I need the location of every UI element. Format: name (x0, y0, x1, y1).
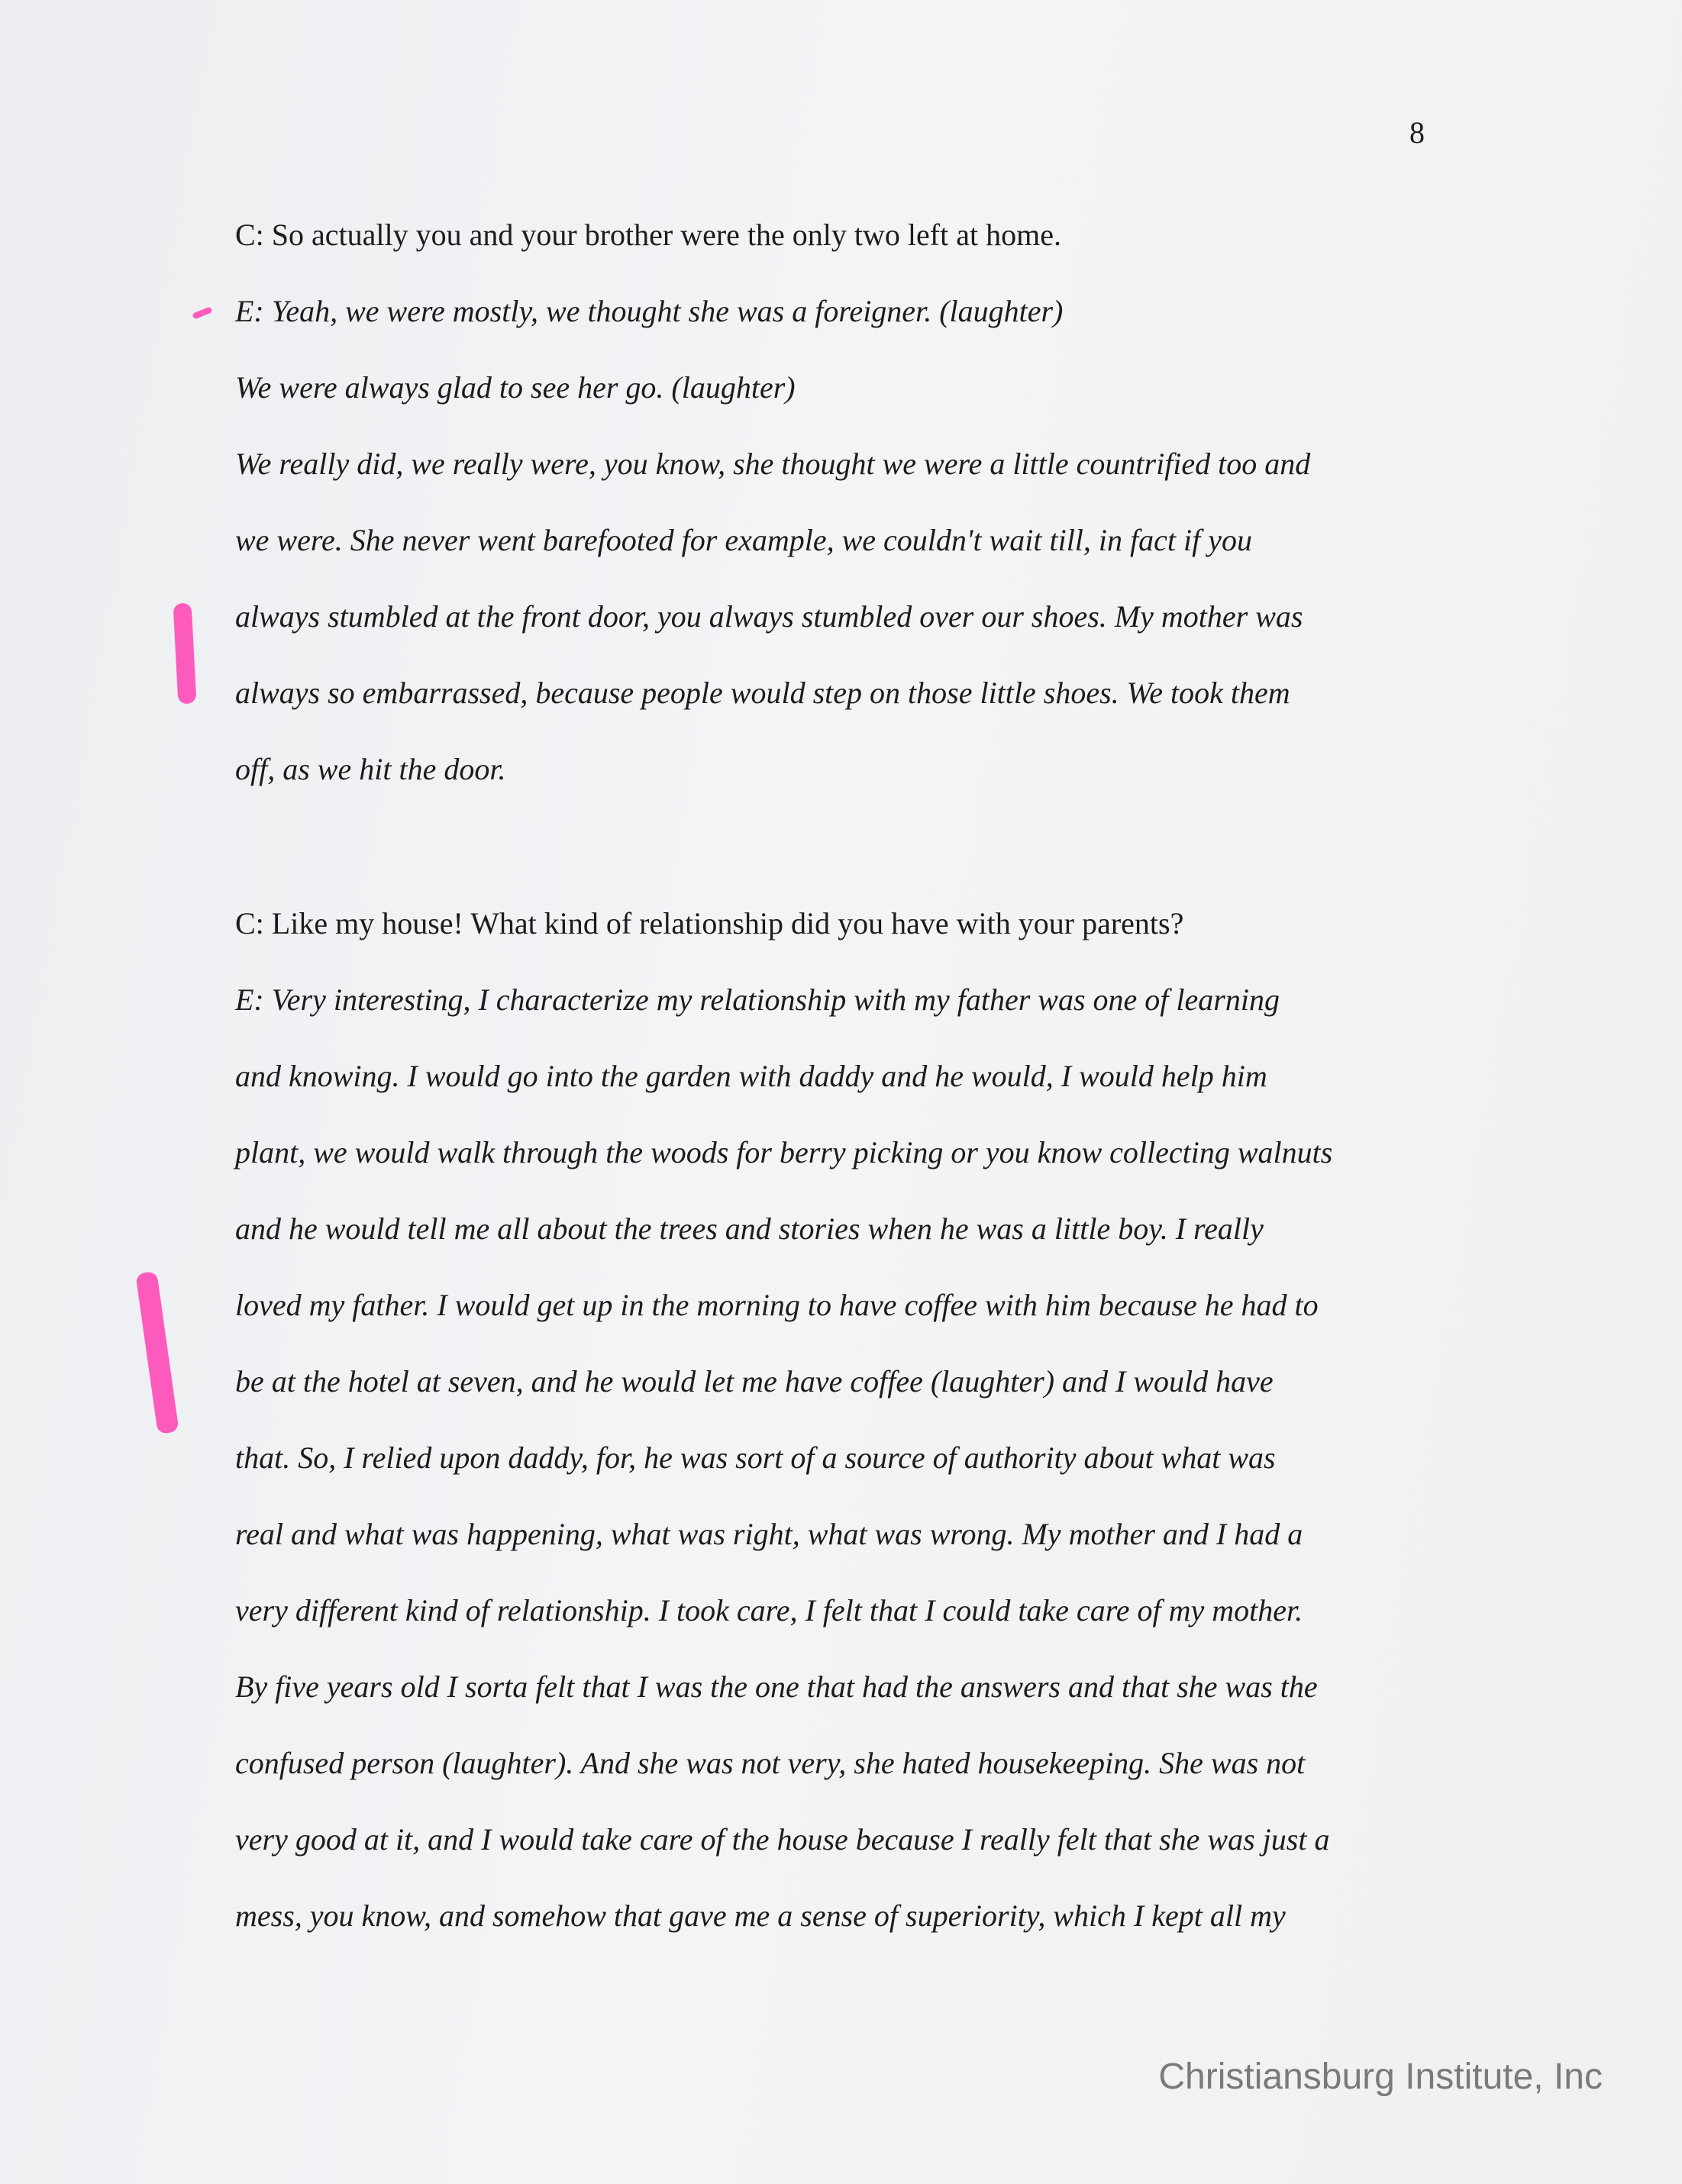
transcript-line: real and what was happening, what was right, what was wrong. My mother and I had a (235, 1517, 1303, 1551)
transcript-line: always stumbled at the front door, you always stumbled over our shoes. My mother was (235, 599, 1303, 634)
transcript-line: loved my father. I would get up in the morning to have coffee with him because he had to (235, 1288, 1319, 1322)
transcript-line: E: Very interesting, I characterize my relationship with my father was one of learning (235, 982, 1280, 1017)
transcript-line: we were. She never went barefooted for example, we couldn't wait till, in fact if you (235, 523, 1252, 557)
transcript-line: very good at it, and I would take care of the house because I really felt that she was just a (235, 1822, 1330, 1857)
transcript-line: C: Like my house! What kind of relationship did you have with your parents? (235, 906, 1184, 940)
watermark-label: Christiansburg Institute, Inc (1158, 2057, 1603, 2097)
highlighter-tick-mark (192, 306, 212, 319)
transcript-line: We really did, we really were, you know, she thought we were a little countrified too and (235, 447, 1311, 481)
transcript-line: By five years old I sorta felt that I was the one that had the answers and that she was the (235, 1669, 1318, 1704)
transcript-line: that. So, I relied upon daddy, for, he was sort of a source of authority about what was (235, 1440, 1276, 1475)
transcript-line: and knowing. I would go into the garden with daddy and he would, I would help him (235, 1059, 1267, 1093)
transcript-line: mess, you know, and somehow that gave me a sense of superiority, which I kept all my (235, 1898, 1286, 1933)
highlighter-margin-mark (135, 1271, 179, 1434)
transcript-line: confused person (laughter). And she was not very, she hated housekeeping. She was not (235, 1746, 1306, 1780)
page-number: 8 (1409, 115, 1425, 150)
transcript-line: C: So actually you and your brother were the only two left at home. (235, 218, 1061, 252)
transcript-line: E: Yeah, we were mostly, we thought she was a foreigner. (laughter) (235, 294, 1064, 328)
transcript-line: be at the hotel at seven, and he would let me have coffee (laughter) and I would have (235, 1364, 1274, 1398)
transcript-line: plant, we would walk through the woods for berry picking or you know collecting walnuts (235, 1135, 1333, 1169)
transcript-line: always so embarrassed, because people would step on those little shoes. We took them (235, 676, 1290, 710)
transcript-line: off, as we hit the door. (235, 752, 506, 786)
transcript-line: very different kind of relationship. I took care, I felt that I could take care of my mother. (235, 1593, 1303, 1628)
transcript-line: We were always glad to see her go. (laughter) (235, 370, 796, 405)
highlighter-margin-mark (173, 602, 197, 704)
transcript-line: and he would tell me all about the trees and stories when he was a little boy. I really (235, 1211, 1264, 1246)
